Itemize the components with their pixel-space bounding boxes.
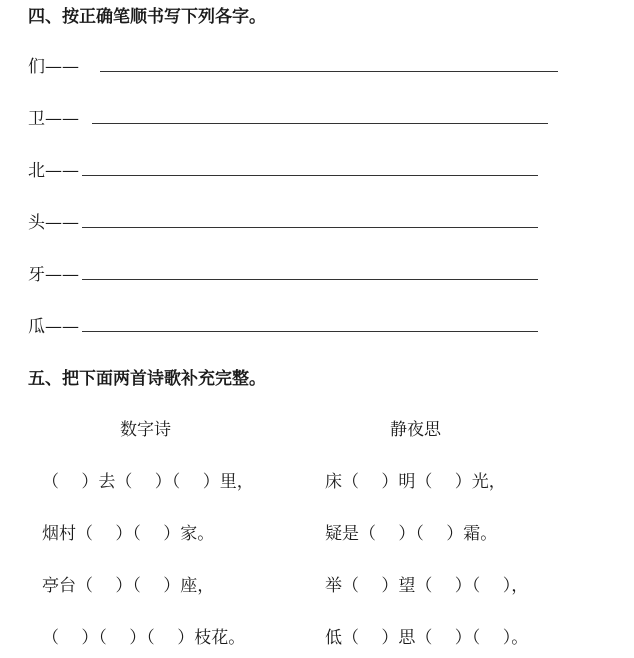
stroke-order-row — [28, 208, 540, 232]
poem2-line[interactable]: 举（ ）望（ ）（ ）， — [325, 576, 529, 596]
answer-line[interactable] — [82, 175, 538, 176]
stroke-order-row — [28, 104, 550, 128]
section4-heading: 四、按正确笔顺书写下列各字。 — [28, 7, 266, 27]
poem2-title: 静夜思 — [390, 420, 441, 440]
stroke-order-char: 们—— — [28, 57, 79, 77]
stroke-order-char: 卫—— — [28, 109, 79, 129]
poem1-line[interactable]: 烟村（ ）（ ）家。 — [42, 524, 215, 544]
stroke-order-char: 头—— — [28, 213, 79, 233]
answer-line[interactable] — [82, 227, 538, 228]
answer-line[interactable] — [92, 123, 548, 124]
stroke-order-char: 北—— — [28, 161, 79, 181]
answer-line[interactable] — [82, 331, 538, 332]
answer-line[interactable] — [82, 279, 538, 280]
poem1-line[interactable]: 亭台（ ）（ ）座， — [42, 576, 215, 596]
stroke-order-row — [28, 260, 540, 284]
stroke-order-row — [28, 312, 540, 336]
poem2-line[interactable]: 疑是（ ）（ ）霜。 — [325, 524, 498, 544]
answer-line[interactable] — [100, 71, 558, 72]
poem2-line[interactable]: 床（ ）明（ ）光， — [325, 472, 506, 492]
stroke-order-char: 瓜—— — [28, 317, 79, 337]
poem1-line[interactable]: （ ）去（ ）（ ）里， — [42, 472, 254, 492]
poem1-line[interactable]: （ ）（ ）（ ）枝花。 — [42, 628, 246, 648]
stroke-order-row — [28, 156, 540, 180]
section5-heading: 五、把下面两首诗歌补充完整。 — [28, 369, 266, 389]
poem1-title: 数字诗 — [120, 420, 171, 440]
stroke-order-row — [28, 52, 560, 76]
poem2-line[interactable]: 低（ ）思（ ）（ ）。 — [325, 628, 529, 648]
stroke-order-char: 牙—— — [28, 265, 79, 285]
